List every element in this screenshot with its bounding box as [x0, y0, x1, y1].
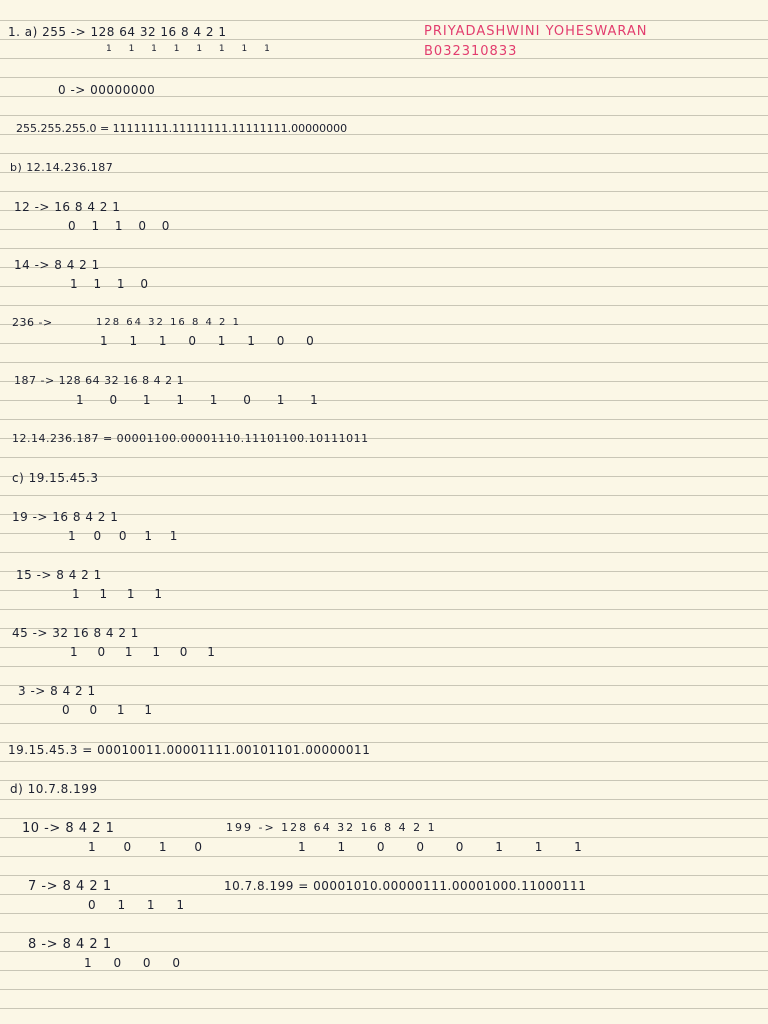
q1b-12-powers: 12 -> 16 8 4 2 1 [14, 200, 121, 214]
q1d-7-powers: 7 -> 8 4 2 1 [28, 879, 112, 894]
q1b-14-powers: 14 -> 8 4 2 1 [14, 258, 100, 272]
q1b-14-bits: 1 1 1 0 [70, 277, 154, 291]
q1c-19-bits: 1 0 0 1 1 [68, 529, 185, 543]
q1a-255-powers: 1. a) 255 -> 128 64 32 16 8 4 2 1 [8, 25, 227, 39]
q1d-8-bits: 1 0 0 0 [84, 956, 189, 970]
q1d-result: 10.7.8.199 = 00001010.00000111.00001000.11000111 [224, 879, 587, 893]
q1b-result: 12.14.236.187 = 00001100.00001110.11101100.10111011 [12, 432, 369, 445]
student-id: B032310833 [424, 44, 518, 59]
q1c-3-bits: 0 0 1 1 [62, 703, 160, 717]
q1d-7-bits: 0 1 1 1 [88, 898, 193, 912]
q1c-result: 19.15.45.3 = 00010011.00001111.00101101.00000011 [8, 743, 371, 757]
q1b-236-powers: 128 64 32 16 8 4 2 1 [96, 317, 241, 328]
q1b-12-bits: 0 1 1 0 0 [68, 219, 176, 233]
q1b-236-label: 236 -> [12, 316, 53, 329]
q1d-199-powers: 199 -> 128 64 32 16 8 4 2 1 [226, 821, 437, 834]
q1a-255-bits: 1 1 1 1 1 1 1 1 [106, 44, 277, 54]
q1b-236-bits: 1 1 1 0 1 1 0 0 [100, 334, 323, 348]
q1d-title: d) 10.7.8.199 [10, 782, 98, 796]
q1d-10-bits: 1 0 1 0 [88, 840, 214, 854]
q1c-45-bits: 1 0 1 1 0 1 [70, 645, 223, 659]
q1a-zero: 0 -> 00000000 [58, 83, 156, 97]
q1c-15-bits: 1 1 1 1 [72, 587, 170, 601]
q1c-3-powers: 3 -> 8 4 2 1 [18, 684, 96, 698]
q1a-result: 255.255.255.0 = 11111111.11111111.11111111.00000000 [16, 122, 348, 135]
q1c-title: c) 19.15.45.3 [12, 471, 99, 485]
q1b-187-bits: 1 0 1 1 1 0 1 1 [76, 393, 329, 407]
student-name: PRIYADASHWINI YOHESWARAN [424, 24, 648, 39]
q1b-187-powers: 187 -> 128 64 32 16 8 4 2 1 [14, 374, 185, 387]
q1d-199-bits: 1 1 0 0 0 1 1 1 [298, 840, 596, 854]
q1d-10-powers: 10 -> 8 4 2 1 [22, 821, 115, 836]
q1d-8-powers: 8 -> 8 4 2 1 [28, 937, 112, 952]
q1c-19-powers: 19 -> 16 8 4 2 1 [12, 510, 119, 524]
q1c-15-powers: 15 -> 8 4 2 1 [16, 568, 102, 582]
q1c-45-powers: 45 -> 32 16 8 4 2 1 [12, 626, 139, 640]
q1b-title: b) 12.14.236.187 [10, 161, 114, 174]
